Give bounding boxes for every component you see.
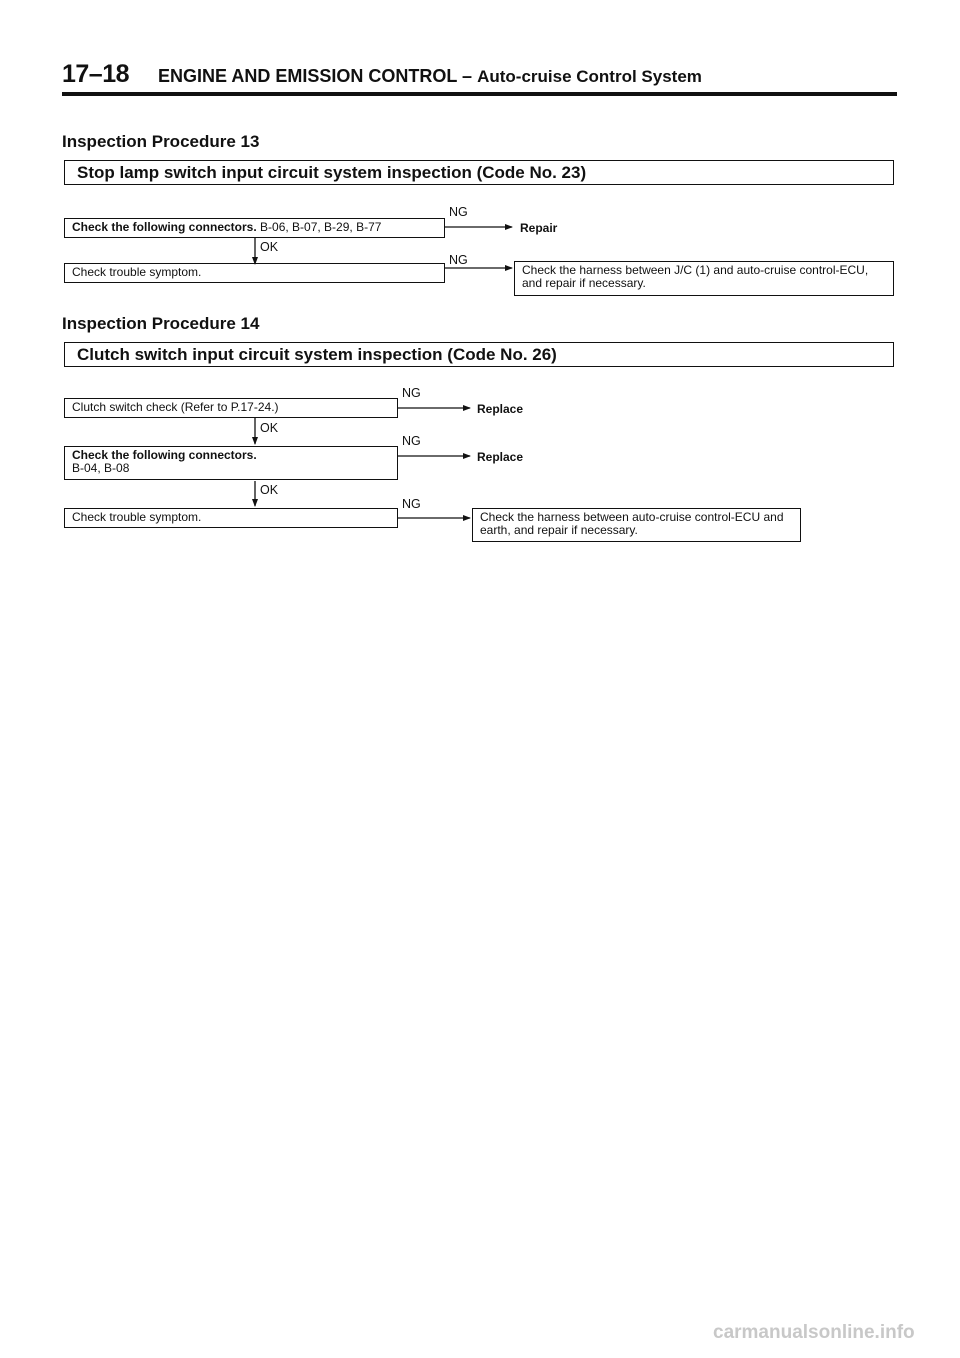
p13-step1-bold: Check the following connectors. (72, 220, 257, 234)
p14-step-clutch-switch-check: Clutch switch check (Refer to P.17-24.) (64, 398, 398, 418)
p13-ok1-label: OK (260, 240, 279, 254)
procedure-13-heading: Inspection Procedure 13 (62, 132, 260, 151)
page-number: 17–18 (62, 60, 130, 88)
p14-result-replace-1: Replace (477, 402, 524, 416)
procedure-14-title-bar (64, 342, 894, 367)
procedure-14-title: Clutch switch input circuit system inspection (Code No. 26) (77, 345, 557, 364)
site-watermark: carmanualsonline.info (713, 1322, 915, 1343)
p14-ok2-label: OK (260, 483, 279, 497)
p13-step-check-connectors (64, 218, 445, 238)
section-name: ENGINE AND EMISSION CONTROL (158, 66, 458, 86)
p13-result2-line1: Check the harness between J/C (1) and auto-cruise control-ECU, (522, 263, 869, 277)
p14-ng3-label: NG (402, 497, 421, 511)
p14-ng2-label: NG (402, 434, 421, 448)
p14-result-replace-2: Replace (477, 450, 524, 464)
p14-step-check-symptom: Check trouble symptom. (64, 508, 398, 528)
title-dash: – (462, 66, 473, 86)
p14-step-check-connectors (64, 446, 398, 480)
p14-step2-line2: B-04, B-08 (72, 461, 130, 475)
p14-result3-line1: Check the harness between auto-cruise control-ECU and (480, 510, 784, 524)
p13-result-check-harness (514, 261, 894, 296)
p13-ng2-label: NG (449, 253, 468, 267)
p14-ok1-label: OK (260, 421, 279, 435)
procedure-13-title: Stop lamp switch input circuit system inspection (Code No. 23) (77, 163, 587, 182)
p13-step-check-symptom: Check trouble symptom. (64, 263, 445, 283)
p14-ng1-label: NG (402, 386, 421, 400)
p13-ng1-label: NG (449, 205, 468, 219)
procedure-14-heading: Inspection Procedure 14 (62, 314, 260, 333)
procedure-13-title-bar (64, 160, 894, 185)
p14-result-check-harness (472, 508, 801, 542)
p14-result3-line2: earth, and repair if necessary. (480, 523, 638, 537)
p13-result2-line2: and repair if necessary. (522, 276, 646, 290)
p14-step2-line1: Check the following connectors. (72, 448, 257, 462)
p13-result-repair: Repair (520, 221, 558, 235)
p13-step1-rest: B-06, B-07, B-29, B-77 (256, 220, 382, 234)
subsection-name: Auto-cruise Control System (477, 67, 702, 86)
